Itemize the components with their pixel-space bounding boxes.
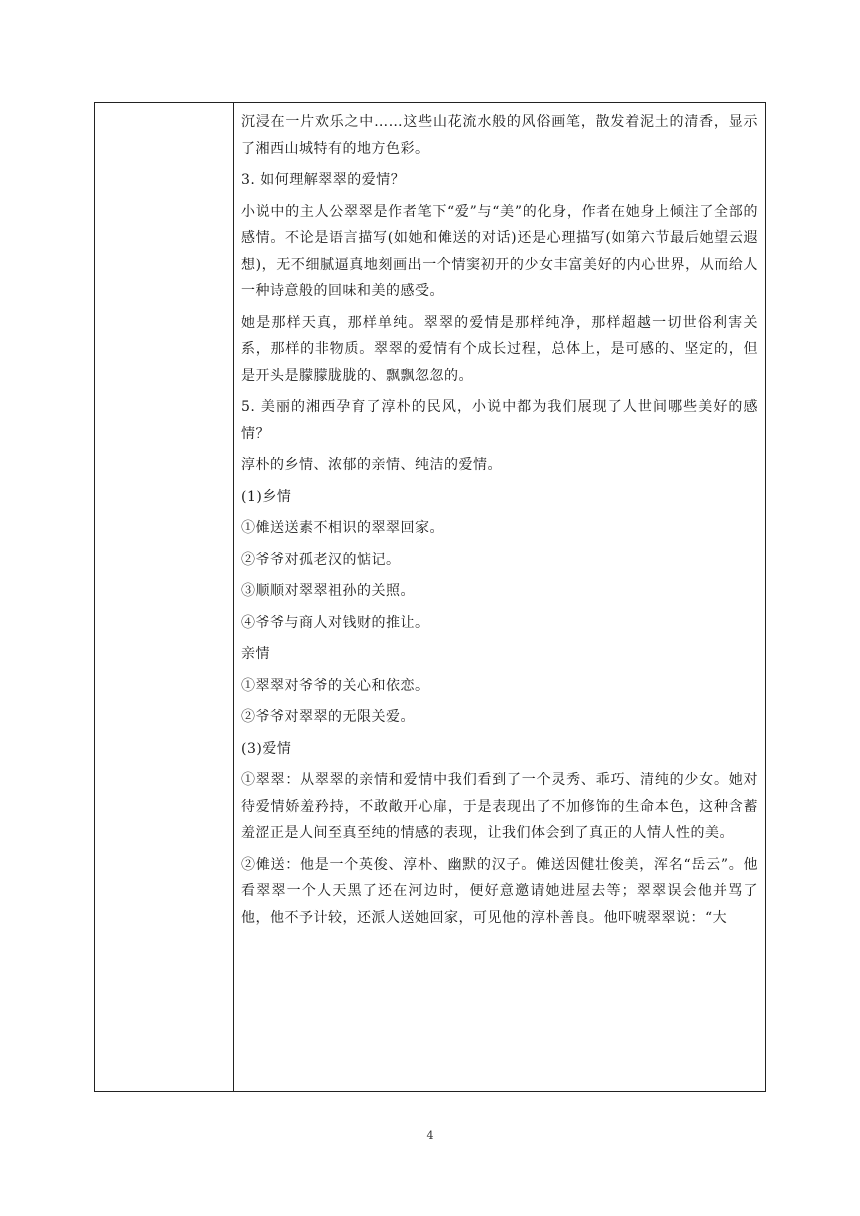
answer-summary: 淳朴的乡情、浓郁的亲情、纯洁的爱情。 (241, 457, 502, 473)
list-item: ②爷爷对孤老汉的惦记。 (241, 551, 401, 568)
list-item: ①翠翠对爷爷的关心和依恋。 (241, 677, 430, 694)
question-5: 5. 美丽的湘西孕育了淳朴的民风，小说中都为我们展现了人世间哪些美好的感情？ (241, 399, 758, 442)
content-table (94, 102, 766, 1092)
paragraph-nuosong-character: ②傩送：他是一个英俊、淳朴、幽默的汉子。傩送因健壮俊美，浑名“岳云”。他看翠翠一个人天黑了还在河边时，便好意邀请她进屋去等；翠翠误会他并骂了他，他不予计较，还派人送她回家，可见他的淳朴善良。他吓唬翠翠说：“大 (241, 856, 758, 926)
section-heading-family: 亲情 (241, 646, 270, 662)
paragraph-cuicui-image: 小说中的主人公翠翠是作者笔下“爱”与“美”的化身，作者在她身上倾注了全部的感情。不论是语言描写(如她和傩送的对话)还是心理描写(如第六节最后她望云遐想)，无不细腻逼真地刻画出一个情窦初开的少女丰富美好的内心世界，从而给人一种诗意般的回味和美的感受。 (241, 203, 758, 299)
paragraph-cuicui-love: 她是那样天真，那样单纯。翠翠的爱情是那样纯净，那样超越一切世俗利害关系，那样的非物质。翠翠的爱情有个成长过程，总体上，是可感的、坚定的，但是开头是朦朦胧胧的、飘飘忽忽的。 (241, 314, 758, 384)
list-item: ①傩送送素不相识的翠翠回家。 (241, 520, 444, 536)
list-item: ④爷爷与商人对钱财的推让。 (241, 614, 430, 631)
section-heading-hometown: (1)乡情 (241, 488, 292, 505)
page-number: 4 (426, 1129, 434, 1142)
list-item: ③顺顺对翠翠祖孙的关照。 (241, 583, 415, 599)
section-heading-love: (3)爱情 (241, 740, 292, 757)
list-item: ②爷爷对翠翠的无限关爱。 (241, 709, 415, 725)
question-3: 3. 如何理解翠翠的爱情？ (241, 172, 406, 188)
paragraph-folk-customs: 沉浸在一片欢乐之中……这些山花流水般的风俗画笔，散发着泥土的清香，显示了湘西山城特有的地方色彩。 (241, 114, 758, 157)
paragraph-cuicui-character: ①翠翠：从翠翠的亲情和爱情中我们看到了一个灵秀、乖巧、清纯的少女。她对待爱情娇羞矜持，不敢敞开心扉，于是表现出了不加修饰的生命本色，这种含蓄羞涩正是人间至真至纯的情感的表现，让我们体会到了真正的人情人性的美。 (241, 772, 758, 841)
table-right-cell (234, 103, 765, 1091)
table-left-cell (95, 103, 234, 1091)
